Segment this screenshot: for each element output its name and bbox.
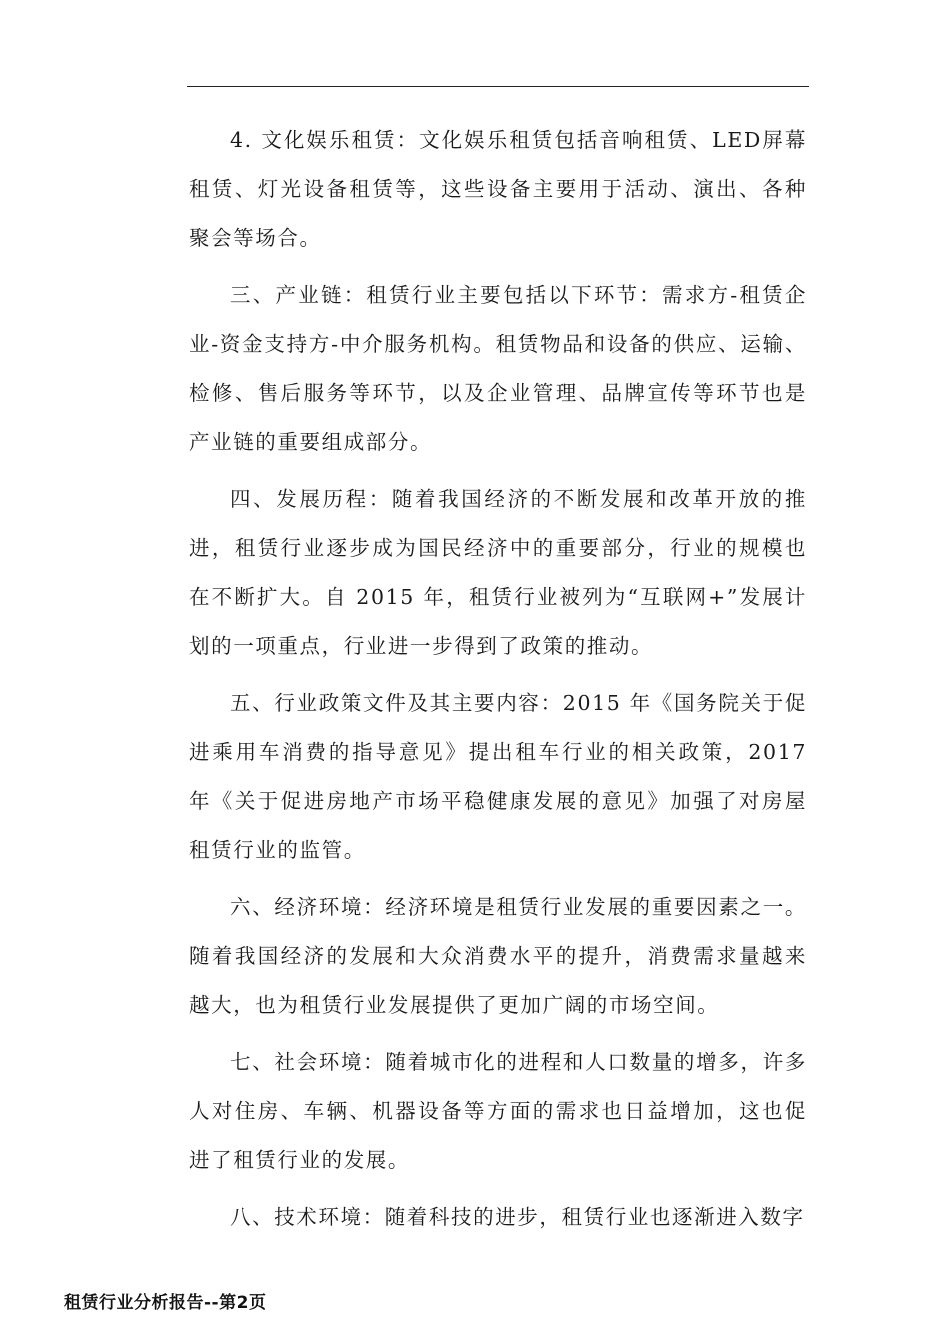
paragraph-development-history: 四、发展历程：随着我国经济的不断发展和改革开放的推进，租赁行业逐步成为国民经济中的重要部分，行业的规模也在不断扩大。自 2015 年，租赁行业被列为“互联网+”发展计划的一项重点，行业进一步得到了政策的推动。 [189,487,807,658]
paragraph-economic-environment: 六、经济环境：经济环境是租赁行业发展的重要因素之一。随着我国经济的发展和大众消费水平的提升，消费需求量越来越大，也为租赁行业发展提供了更加广阔的市场空间。 [189,895,807,1017]
paragraph-technology-environment: 八、技术环境：随着科技的进步，租赁行业也逐渐进入数字 [230,1205,805,1229]
page-footer: 租赁行业分析报告--第2页 [64,1293,267,1313]
paragraph-cultural-rental: 4. 文化娱乐租赁：文化娱乐租赁包括音响租赁、LED屏幕租赁、灯光设备租赁等，这些设备主要用于活动、演出、各种聚会等场合。 [189,128,807,250]
paragraph-policy-documents: 五、行业政策文件及其主要内容：2015 年《国务院关于促进乘用车消费的指导意见》提出租车行业的相关政策，2017 年《关于促进房地产市场平稳健康发展的意见》加强了对房屋租赁行业的监管。 [189,691,807,862]
document-body [189,116,807,1250]
paragraph-industry-chain: 三、产业链：租赁行业主要包括以下环节：需求方-租赁企业-资金支持方-中介服务机构。租赁物品和设备的供应、运输、检修、售后服务等环节，以及企业管理、品牌宣传等环节也是产业链的重要组成部分。 [189,283,807,454]
header-rule [187,86,809,87]
paragraph-social-environment: 七、社会环境：随着城市化的进程和人口数量的增多，许多人对住房、车辆、机器设备等方面的需求也日益增加，这也促进了租赁行业的发展。 [189,1050,807,1172]
